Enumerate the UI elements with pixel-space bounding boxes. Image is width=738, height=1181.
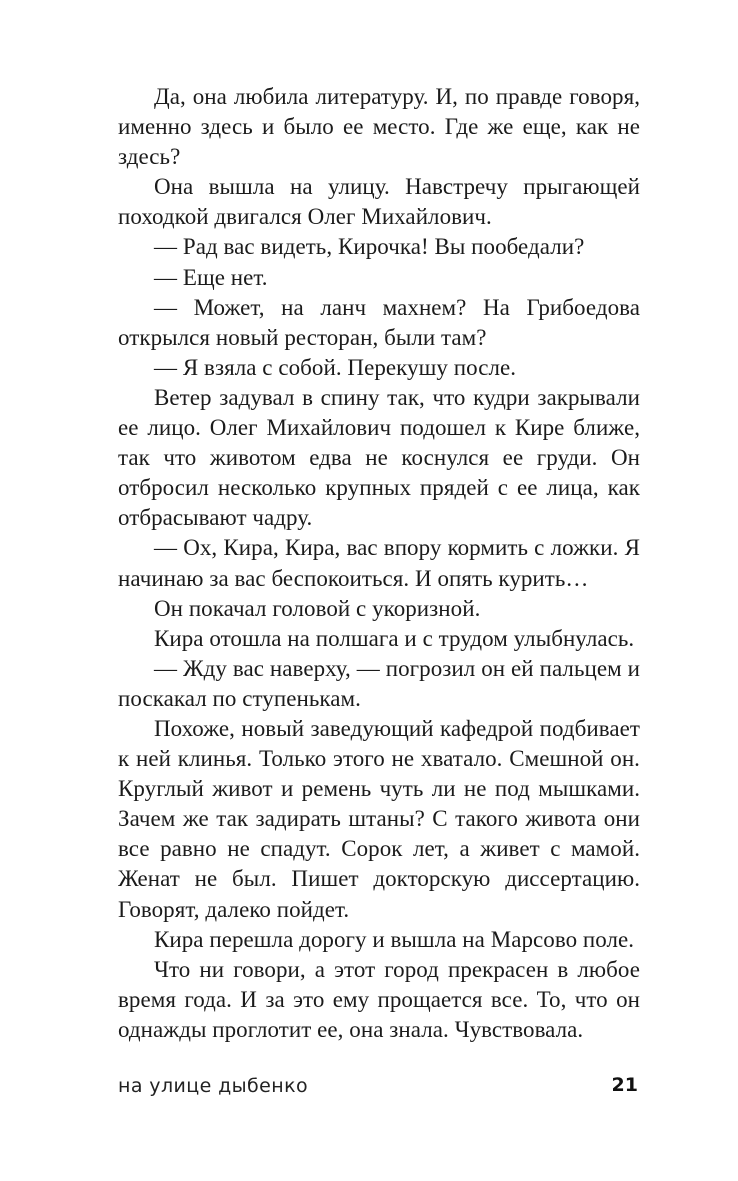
dialogue-line: — Может, на ланч махнем? На Грибоедова открылся новый ресторан, были там? [118,294,640,350]
dialogue-line: — Еще нет. [154,264,268,290]
dialogue-line: — Ох, Кира, Кира, вас впору кормить с ложки. Я начинаю за вас беспокоиться. И опять курить… [118,535,640,591]
dialogue-line: — Рад вас видеть, Кирочка! Вы пообедали? [154,234,585,260]
running-title: на улице дыбенко [118,1075,308,1097]
paragraph: Он покачал головой с укоризной. [154,595,481,621]
paragraph: Она вышла на улицу. Навстречу прыгающей походкой двигался Олег Михайлович. [118,174,640,230]
paragraph: Ветер задувал в спину так, что кудри закрывали ее лицо. Олег Михайлович подошел к Кире ближе, так что животом едва не коснулся ее груди. Он отбросил несколько крупных прядей с ее лица, как отбрасывают чадру. [118,384,640,531]
paragraph: Что ни говори, а этот город прекрасен в любое время года. И за это ему прощается все. То, что он однажды проглотит ее, она знала. Чувствовала. [118,956,640,1042]
paragraph: Похоже, новый заведующий кафедрой подбивает к ней клинья. Только этого не хватало. Смешной он. Круглый живот и ремень чуть ли не под мышками. Зачем же так задирать штаны? С такого живота они все равно не спадут. Сорок лет, а живет с мамой. Женат не был. Пишет докторскую диссертацию. Говорят, далеко пойдет. [118,715,640,922]
paragraph: Кира перешла дорогу и вышла на Марсово поле. [154,926,635,952]
paragraph: Да, она любила литературу. И, по правде говоря, именно здесь и было ее место. Где же еще, как не здесь? [118,84,640,170]
body-text [118,82,640,1045]
dialogue-line: — Жду вас наверху, — погрозил он ей пальцем и поскакал по ступенькам. [118,655,640,711]
page-number: 21 [611,1074,638,1096]
paragraph: Кира отошла на полшага и с трудом улыбнулась. [154,625,635,651]
dialogue-line: — Я взяла с собой. Перекушу после. [154,354,517,380]
